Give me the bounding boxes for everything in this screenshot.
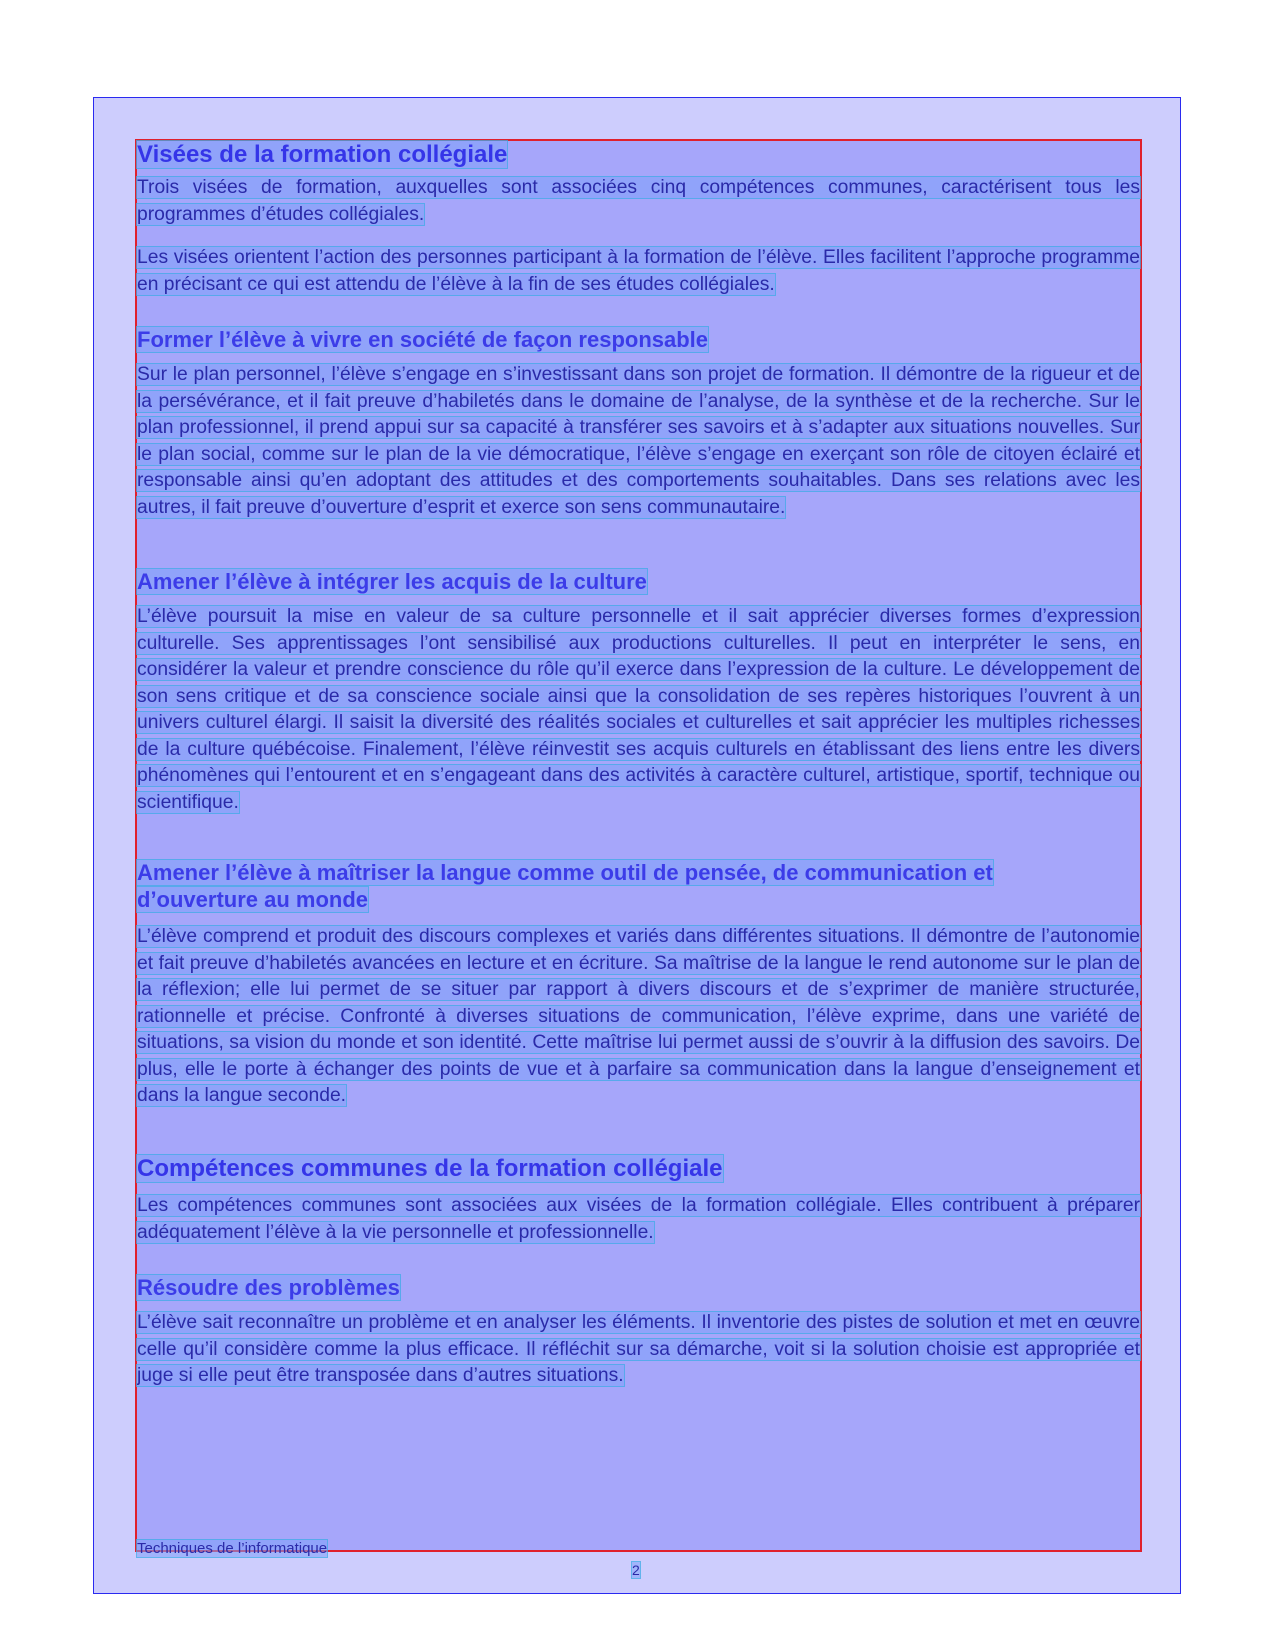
paragraph-competences: Les compétences communes sont associées aux visées de la formation collégiale. Elles contribuent à préparer adéquatement l’élève à la vie personnelle et professionnelle. [137, 1195, 1140, 1243]
paragraph-langue: L’élève comprend et produit des discours complexes et variés dans différentes situations. Il démontre de l’autonomie et fait preuve d’habiletés avancées en lecture et en écriture. Sa maîtrise de la langue le rend autonome sur le plan de la réflexion; elle lui permet de se situer par rapport à divers discours et de s’exprimer de manière structurée, rationnelle et précise. Confronté à diverses situations de communication, l’élève exprime, dans une variété de situations, sa vision du monde et son identité. Cette maîtrise lui permet aussi de s’ouvrir à la diffusion des savoirs. De plus, elle le porte à échanger des points de vue et à parfaire sa communication dans la langue d’enseignement et dans la langue seconde. [137, 926, 1140, 1106]
paragraph-resoudre: L’élève sait reconnaître un problème et en analyser les éléments. Il inventorie des pistes de solution et met en œuvre celle qu’il considère comme la plus efficace. Il réfléchit sur sa démarche, voit si la solution choisie est appropriée et juge si elle peut être transposée dans d’autres situations. [137, 1312, 1140, 1386]
subsection-title-langue: Amener l’élève à maîtriser la langue comme outil de pensée, de communication et d’ouverture au monde [137, 860, 993, 912]
page-content [135, 139, 1142, 1557]
subsection-title-culture: Amener l’élève à intégrer les acquis de la culture [137, 569, 647, 594]
section-title-competences: Compétences communes de la formation collégiale [137, 1155, 723, 1182]
subsection-title-former: Former l’élève à vivre en société de façon responsable [137, 327, 709, 352]
footer-program-name: Techniques de l’informatique [137, 1540, 328, 1557]
section-title-visees: Visées de la formation collégiale [137, 141, 508, 168]
paragraph-visees-2: Les visées orientent l’action des personnes participant à la formation de l’élève. Elles facilitent l’approche programme en précisant ce qui est attendu de l’élève à la fin de ses études collégiales. [137, 247, 1140, 295]
paragraph-visees-1: Trois visées de formation, auxquelles sont associées cinq compétences communes, caractérisent tous les programmes d’études collégiales. [137, 177, 1140, 225]
paragraph-former: Sur le plan personnel, l’élève s’engage en s’investissant dans son projet de formation. Il démontre de la rigueur et de la persévérance, et il fait preuve d’habiletés dans le domaine de l’analyse, de la synthèse et de la recherche. Sur le plan professionnel, il prend appui sur sa capacité à transférer ses savoirs et à s’adapter aux situations nouvelles. Sur le plan social, comme sur le plan de la vie démocratique, l’élève s’engage en exerçant son rôle de citoyen éclairé et responsable ainsi qu’en adoptant des attitudes et des comportements souhaitables. Dans ses relations avec les autres, il fait preuve d’ouverture d’esprit et exerce son sens communautaire. [137, 364, 1140, 518]
paragraph-culture: L’élève poursuit la mise en valeur de sa culture personnelle et il sait apprécier diverses formes d’expression culturelle. Ses apprentissages l’ont sensibilisé aux productions culturelles. Il peut en interpréter le sens, en considérer la valeur et prendre conscience du rôle qu’il exerce dans l’expression de la culture. Le développement de son sens critique et de sa conscience sociale ainsi que la consolidation de ses repères historiques l’ouvrent à un univers culturel élargi. Il saisit la diversité des réalités sociales et culturelles et sait apprécier les multiples richesses de la culture québécoise. Finalement, l’élève réinvestit ses acquis culturels en établissant des liens entre les divers phénomènes qui l’entourent et en s’engageant dans des activités à caractère culturel, artistique, sportif, technique ou scientifique. [137, 606, 1140, 813]
subsection-title-resoudre: Résoudre des problèmes [137, 1275, 400, 1300]
page-number: 2 [632, 1562, 640, 1578]
